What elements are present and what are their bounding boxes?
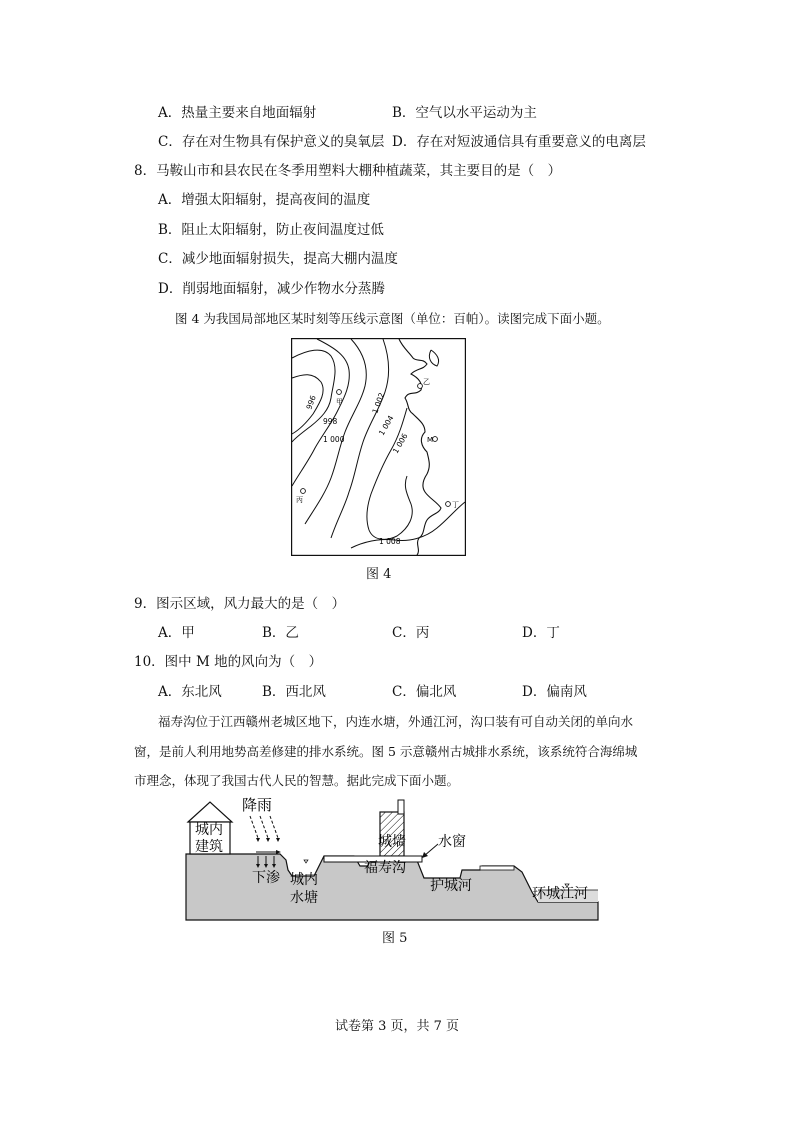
- gutter-label: 福寿沟: [364, 860, 406, 876]
- place-jia-marker: [337, 390, 342, 395]
- q9-option-b: B．乙: [262, 625, 299, 641]
- building-label-1: 城内: [195, 822, 223, 838]
- passage-line-3: 市理念，体现了我国古代人民的智慧。据此完成下面小题。: [134, 773, 460, 788]
- passage-line-2: 窗，是前人利用地势高差修建的排水系统。图 5 示意赣州古城排水系统，该系统符合海绵城: [134, 744, 638, 759]
- rain-arrow-3: [270, 816, 278, 838]
- place-ding-label: 丁: [452, 501, 459, 509]
- q9-stem: 9．图示区域，风力最大的是（ ）: [134, 596, 346, 612]
- building-roof: [188, 802, 232, 822]
- rain-arrow-2: [260, 816, 268, 838]
- q9-option-d: D．丁: [522, 625, 560, 641]
- pond-label-2: 水塘: [290, 890, 318, 906]
- river-label: 环城江河: [532, 886, 588, 902]
- pond-label-1: 城内: [290, 872, 318, 888]
- q9-option-a: A．甲: [158, 625, 195, 641]
- city-wall-top: [398, 800, 404, 814]
- q10-option-d: D．偏南风: [522, 684, 587, 700]
- place-yi-label: 乙: [423, 378, 430, 386]
- isobar-map: [291, 338, 466, 556]
- passage-line-1: 福寿沟位于江西赣州老城区地下，内连水塘，外通江河，沟口装有可自动关闭的单向水: [158, 714, 634, 729]
- fig4-caption: 图 4: [366, 567, 392, 582]
- q8-option-b: B．阻止太阳辐射，防止夜间温度过低: [158, 222, 384, 238]
- place-m-marker: [433, 437, 438, 442]
- window-label: 水窗: [438, 834, 466, 850]
- place-jia-label: 甲: [336, 398, 343, 406]
- q8-option-d: D．削弱地面辐射，减少作物水分蒸腾: [158, 281, 385, 297]
- q7-option-a: A．热量主要来自地面辐射: [158, 105, 317, 121]
- pond-water-level-icon: [304, 860, 308, 863]
- q7-option-b: B．空气以水平运动为主: [392, 105, 537, 121]
- rain-arrow-1: [250, 816, 258, 838]
- moat-bank: [480, 866, 514, 870]
- isobar-label-1000: 1 000: [323, 435, 345, 444]
- map-frame: [292, 339, 466, 556]
- wall-label: 城墙: [378, 834, 406, 850]
- isobar-label-1006: 1 006: [390, 431, 410, 455]
- isobar-label-1002: 1 002: [370, 391, 387, 415]
- q7-option-c: C．存在对生物具有保护意义的臭氧层: [158, 134, 385, 150]
- q10-option-b: B．西北风: [262, 684, 326, 700]
- fig5-caption: 图 5: [382, 931, 408, 946]
- place-yi-marker: [418, 384, 423, 389]
- isobar-label-1008: 1 008: [379, 537, 401, 546]
- q10-option-a: A．东北风: [158, 684, 222, 700]
- q10-stem: 10．图中 M 地的风向为（ ）: [134, 654, 323, 670]
- isobar-label-996: 996: [304, 394, 318, 411]
- isobar-label-998: 998: [323, 417, 338, 426]
- q7-option-d: D．存在对短波通信具有重要意义的电离层: [392, 134, 646, 150]
- seep-label: 下渗: [252, 870, 280, 886]
- q8-option-c: C．减少地面辐射损失，提高大棚内温度: [158, 251, 398, 267]
- fig4-intro: 图 4 为我国局部地区某时刻等压线示意图（单位：百帕）。读图完成下面小题。: [175, 311, 610, 326]
- place-ding-marker: [446, 502, 451, 507]
- moat-label: 护城河: [430, 878, 472, 894]
- place-bing-marker: [301, 489, 306, 494]
- drainage-diagram: [184, 794, 600, 922]
- q8-stem: 8．马鞍山市和县农民在冬季用塑料大棚种植蔬菜，其主要目的是（ ）: [134, 163, 562, 179]
- q10-option-c: C．偏北风: [392, 684, 457, 700]
- building-label-2: 建筑: [195, 839, 223, 855]
- isobar-label-1004: 1 004: [376, 413, 396, 437]
- q8-option-a: A．增强太阳辐射，提高夜间的温度: [158, 192, 371, 208]
- rain-label: 降雨: [242, 796, 273, 814]
- q9-option-c: C．丙: [392, 625, 430, 641]
- page-footer: 试卷第 3 页，共 7 页: [334, 1019, 460, 1034]
- place-bing-label: 丙: [296, 496, 303, 504]
- place-m-label: M: [427, 436, 434, 444]
